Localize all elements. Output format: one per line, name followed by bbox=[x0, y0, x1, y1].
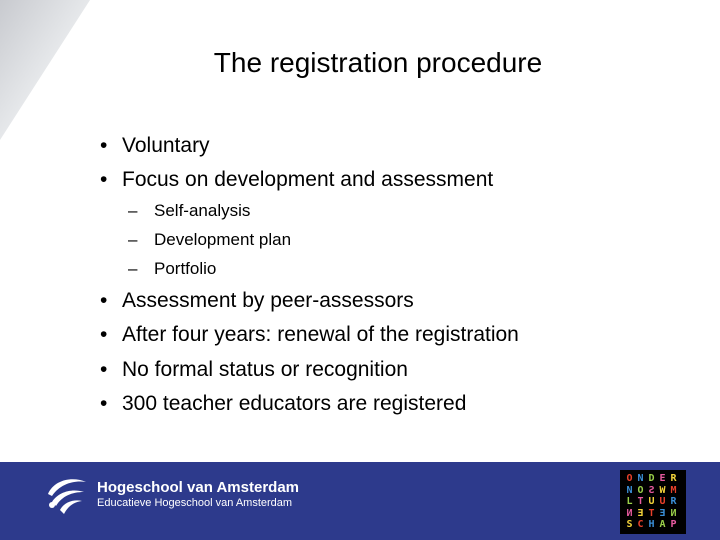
logo-letter: O bbox=[626, 473, 633, 484]
logo-letter: U bbox=[659, 496, 666, 508]
logo-letter: W bbox=[659, 484, 666, 496]
logo-letter: D bbox=[648, 473, 655, 484]
logo-letter: R bbox=[670, 473, 677, 484]
logo-letter: N bbox=[626, 507, 633, 519]
logo-letter: E bbox=[637, 507, 644, 519]
footer-bar bbox=[0, 462, 720, 540]
sub-bullet-marker: – bbox=[128, 230, 138, 249]
logo-letter: M bbox=[670, 484, 677, 496]
bullet-text: Voluntary bbox=[122, 134, 210, 157]
onderwijs-cultuur-logo bbox=[620, 470, 686, 534]
logo-letter: C bbox=[637, 519, 644, 531]
sub-bullet-text: Development plan bbox=[154, 230, 292, 249]
logo-letter: P bbox=[670, 519, 677, 531]
logo-letter-grid bbox=[624, 473, 679, 531]
logo-letter: O bbox=[637, 484, 644, 496]
bullet-marker: • bbox=[100, 134, 108, 157]
logo-letter: N bbox=[626, 484, 633, 496]
logo-letter: N bbox=[637, 473, 644, 484]
sub-bullet-marker: – bbox=[128, 259, 138, 278]
bullet-text: Assessment by peer-assessors bbox=[122, 289, 414, 312]
logo-letter: E bbox=[659, 507, 666, 519]
institution-name: Hogeschool van Amsterdam bbox=[97, 479, 299, 496]
logo-letter: A bbox=[659, 519, 666, 531]
hva-swoosh-logo-icon bbox=[44, 472, 90, 518]
logo-letter: T bbox=[648, 507, 655, 519]
logo-letter: U bbox=[648, 496, 655, 508]
logo-letter: H bbox=[648, 519, 655, 531]
sub-bullet-marker: – bbox=[128, 201, 138, 220]
bullet-marker: • bbox=[100, 392, 108, 415]
bullet-text: Focus on development and assessment bbox=[122, 168, 494, 191]
bullet-marker: • bbox=[100, 358, 108, 381]
logo-letter: T bbox=[637, 496, 644, 508]
sub-bullet-text: Portfolio bbox=[154, 259, 217, 278]
logo-letter: R bbox=[670, 496, 677, 508]
logo-letter: S bbox=[626, 519, 633, 531]
logo-letter: L bbox=[626, 496, 633, 508]
bullet-marker: • bbox=[100, 289, 108, 312]
sub-bullet-text: Self-analysis bbox=[154, 201, 251, 220]
logo-letter: E bbox=[659, 473, 666, 484]
bullet-text: No formal status or recognition bbox=[122, 358, 408, 381]
bullet-marker: • bbox=[100, 168, 108, 191]
slide-title: The registration procedure bbox=[213, 47, 543, 78]
logo-letter: N bbox=[670, 507, 677, 519]
bullet-text: 300 teacher educators are registered bbox=[122, 392, 467, 415]
bullet-text: After four years: renewal of the registration bbox=[122, 323, 519, 346]
bullet-marker: • bbox=[100, 323, 108, 346]
institution-subtitle: Educatieve Hogeschool van Amsterdam bbox=[97, 497, 293, 509]
logo-letter: S bbox=[648, 484, 655, 496]
